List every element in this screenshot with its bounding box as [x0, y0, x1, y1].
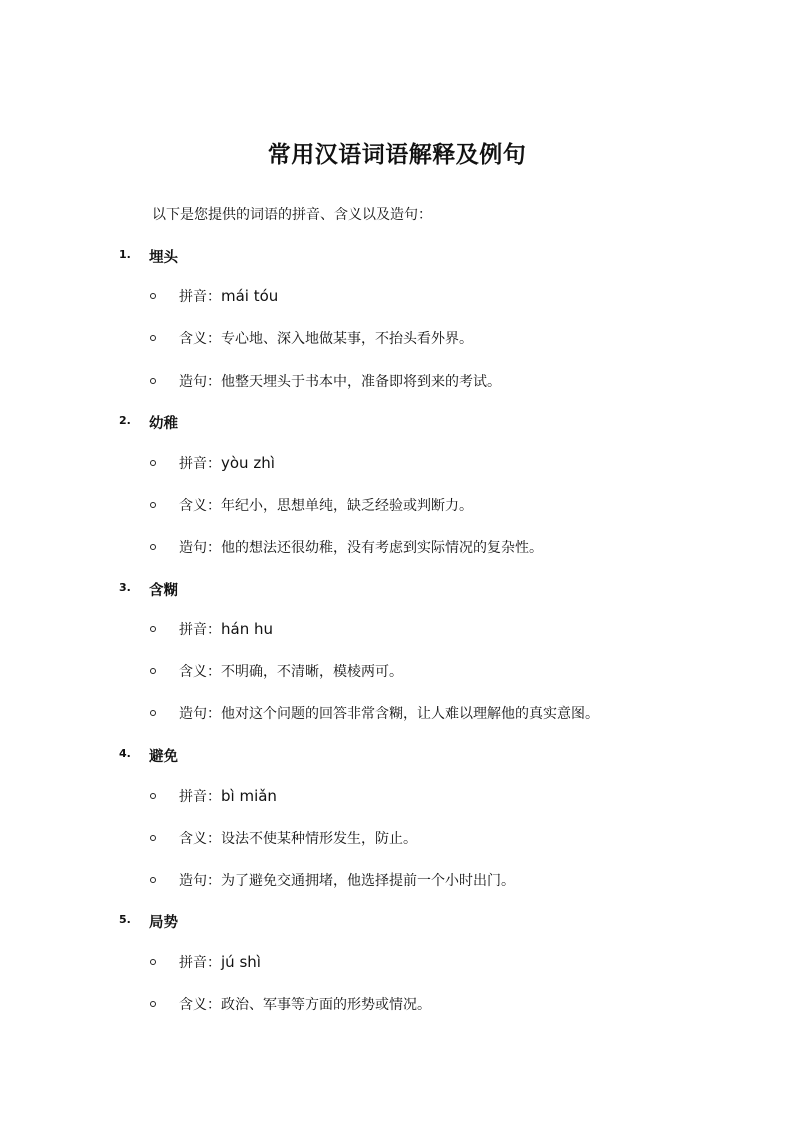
meaning-label: 含义：: [179, 498, 221, 514]
meaning-item: [0, 994, 794, 1016]
circle-bullet-icon: [150, 710, 156, 716]
meaning-value: 政治、军事等方面的形势或情况。: [221, 997, 431, 1013]
pinyin-value: hán hu: [221, 620, 273, 638]
pinyin-value: yòu zhì: [221, 454, 275, 472]
circle-bullet-icon: [150, 668, 156, 674]
circle-bullet-icon: [150, 835, 156, 841]
example-item: [0, 537, 794, 559]
pinyin-item: [0, 453, 794, 475]
meaning-value: 年纪小，思想单纯，缺乏经验或判断力。: [221, 498, 473, 514]
list-number: 3.: [119, 581, 131, 594]
pinyin-value: bì miǎn: [221, 787, 277, 805]
pinyin-label: 拼音：: [179, 789, 221, 805]
word-heading: 局势: [149, 915, 178, 931]
list-number: 2.: [119, 414, 131, 427]
meaning-value: 设法不使某种情形发生，防止。: [221, 831, 417, 847]
meaning-label: 含义：: [179, 664, 221, 680]
meaning-item: [0, 495, 794, 517]
example-value: 他的想法还很幼稚，没有考虑到实际情况的复杂性。: [221, 540, 543, 556]
meaning-item: [0, 328, 794, 350]
page-title: 常用汉语词语解释及例句: [267, 142, 527, 168]
circle-bullet-icon: [150, 877, 156, 883]
meaning-label: 含义：: [179, 831, 221, 847]
word-heading: 避免: [149, 749, 178, 765]
word-heading: 埋头: [149, 250, 178, 266]
list-number: 5.: [119, 913, 131, 926]
pinyin-item: [0, 786, 794, 808]
pinyin-item: [0, 952, 794, 974]
example-item: [0, 371, 794, 393]
pinyin-item: [0, 619, 794, 641]
meaning-label: 含义：: [179, 331, 221, 347]
meaning-label: 含义：: [179, 997, 221, 1013]
pinyin-label: 拼音：: [179, 622, 221, 638]
circle-bullet-icon: [150, 378, 156, 384]
pinyin-value: mái tóu: [221, 287, 279, 305]
pinyin-label: 拼音：: [179, 289, 221, 305]
example-label: 造句：: [179, 706, 221, 722]
example-label: 造句：: [179, 374, 221, 390]
word-heading: 含糊: [149, 583, 178, 599]
meaning-value: 不明确，不清晰，模棱两可。: [221, 664, 403, 680]
example-value: 他整天埋头于书本中，准备即将到来的考试。: [221, 374, 501, 390]
word-heading: 幼稚: [149, 416, 178, 432]
pinyin-label: 拼音：: [179, 955, 221, 971]
meaning-item: [0, 828, 794, 850]
list-number: 4.: [119, 747, 131, 760]
circle-bullet-icon: [150, 335, 156, 341]
example-value: 为了避免交通拥堵，他选择提前一个小时出门。: [221, 873, 515, 889]
meaning-item: [0, 661, 794, 683]
list-number: 1.: [119, 248, 131, 261]
circle-bullet-icon: [150, 626, 156, 632]
circle-bullet-icon: [150, 959, 156, 965]
circle-bullet-icon: [150, 502, 156, 508]
circle-bullet-icon: [150, 793, 156, 799]
pinyin-value: jú shì: [221, 953, 261, 971]
example-label: 造句：: [179, 873, 221, 889]
example-label: 造句：: [179, 540, 221, 556]
intro-paragraph: 以下是您提供的词语的拼音、含义以及造句：: [152, 207, 432, 223]
pinyin-item: [0, 286, 794, 308]
meaning-value: 专心地、深入地做某事，不抬头看外界。: [221, 331, 473, 347]
example-item: [0, 703, 794, 725]
example-value: 他对这个问题的回答非常含糊，让人难以理解他的真实意图。: [221, 706, 599, 722]
circle-bullet-icon: [150, 460, 156, 466]
example-item: [0, 870, 794, 892]
circle-bullet-icon: [150, 1001, 156, 1007]
circle-bullet-icon: [150, 293, 156, 299]
circle-bullet-icon: [150, 544, 156, 550]
pinyin-label: 拼音：: [179, 456, 221, 472]
